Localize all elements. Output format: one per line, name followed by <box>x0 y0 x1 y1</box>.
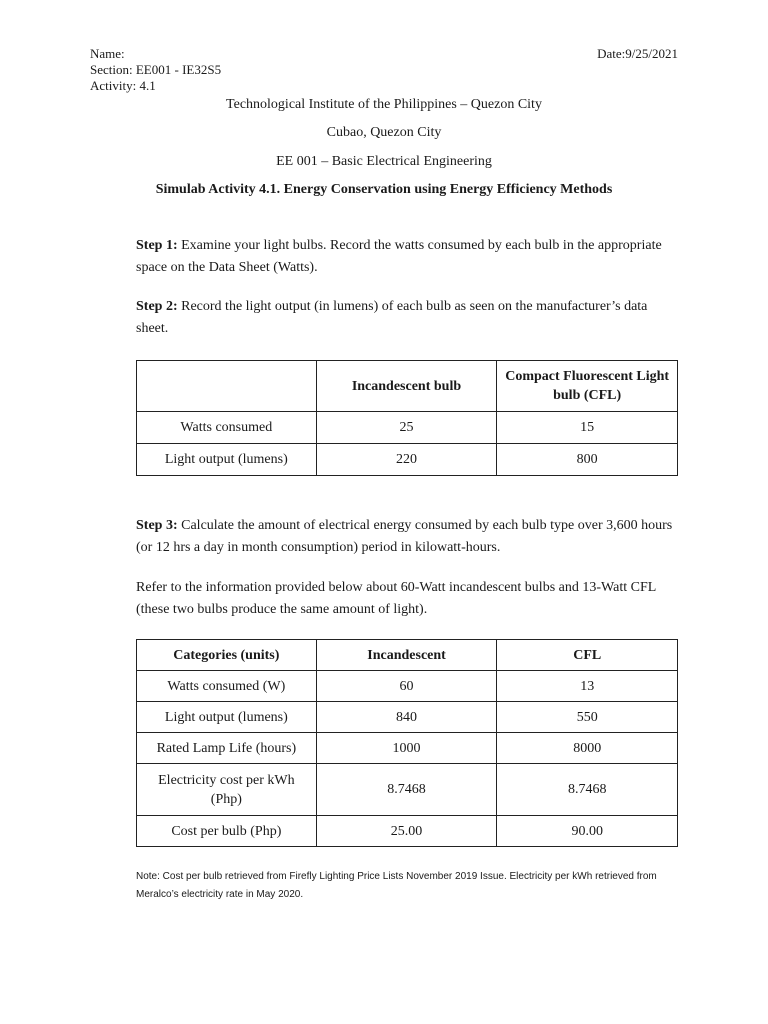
bulb-data-table <box>136 360 678 476</box>
table-cell: 90.00 <box>497 816 678 847</box>
table-cell: 8.7468 <box>316 764 497 816</box>
table-cell: Light output (lumens) <box>137 702 317 733</box>
table-header-cell: Compact Fluorescent Light bulb (CFL) <box>497 361 678 412</box>
activity-label: Activity: 4.1 <box>90 78 156 93</box>
table-cell: Rated Lamp Life (hours) <box>137 733 317 764</box>
table-cell: 60 <box>316 671 497 702</box>
table-cell: 25 <box>316 412 497 444</box>
table-cell: 840 <box>316 702 497 733</box>
table-header-cell: Incandescent bulb <box>316 361 497 412</box>
table-row <box>137 733 678 764</box>
table-header-row <box>137 640 678 671</box>
table-cell: 220 <box>316 444 497 476</box>
refer-paragraph: Refer to the information provided below about 60-Watt incandescent bulbs and 13-Watt CFL (these two bulbs produce the same amount of light). <box>136 580 656 617</box>
step-3 <box>136 515 681 559</box>
course-title: EE 001 – Basic Electrical Engineering <box>276 154 492 169</box>
table-cell: Cost per bulb (Php) <box>137 816 317 847</box>
table-cell: 800 <box>497 444 678 476</box>
table-cell: 8000 <box>497 733 678 764</box>
step-1-text: Examine your light bulbs. Record the watts consumed by each bulb in the appropriate space on the Data Sheet (Watts). <box>136 238 662 275</box>
table-cell: 25.00 <box>316 816 497 847</box>
table-cell: Watts consumed <box>137 412 317 444</box>
table-header-cell: Categories (units) <box>137 640 317 671</box>
table-cell: 8.7468 <box>497 764 678 816</box>
source-note: Note: Cost per bulb retrieved from Firefly Lighting Price Lists November 2019 Issue. Electricity per kWh retrieved from Meralco’s electricity rate in May 2020. <box>136 871 657 900</box>
table-row <box>137 444 678 476</box>
table-cell: 1000 <box>316 733 497 764</box>
table-header-row <box>137 361 678 412</box>
step-1-label: Step 1: <box>136 238 178 253</box>
table-header-cell: Incandescent <box>316 640 497 671</box>
table-cell: Electricity cost per kWh (Php) <box>137 764 317 816</box>
step-2-label: Step 2: <box>136 299 178 314</box>
institute-location: Cubao, Quezon City <box>326 125 442 140</box>
table-header-cell: CFL <box>497 640 678 671</box>
section-label: Section: EE001 - IE32S5 <box>90 62 222 77</box>
table-row <box>137 671 678 702</box>
step-3-label: Step 3: <box>136 518 178 533</box>
table-row <box>137 702 678 733</box>
table-header-cell <box>137 361 317 412</box>
table-cell: 550 <box>497 702 678 733</box>
step-1 <box>136 235 681 279</box>
activity-title: Simulab Activity 4.1. Energy Conservation using Energy Efficiency Methods <box>155 182 613 197</box>
table-row <box>137 412 678 444</box>
step-2-text: Record the light output (in lumens) of each bulb as seen on the manufacturer’s data sheet. <box>136 299 648 336</box>
table-row <box>137 764 678 816</box>
step-3-text: Calculate the amount of electrical energy consumed by each bulb type over 3,600 hours (or 12 hrs a day in month consumption) period in kilowatt-hours. <box>136 518 673 555</box>
comparison-table <box>136 639 678 847</box>
table-cell: 15 <box>497 412 678 444</box>
table-cell: Light output (lumens) <box>137 444 317 476</box>
table-row <box>137 816 678 847</box>
step-2 <box>136 296 681 340</box>
institute-name: Technological Institute of the Philippines – Quezon City <box>226 97 542 112</box>
date-label: Date:9/25/2021 <box>597 46 678 61</box>
table-cell: 13 <box>497 671 678 702</box>
table-cell: Watts consumed (W) <box>137 671 317 702</box>
name-label: Name: <box>90 46 125 61</box>
